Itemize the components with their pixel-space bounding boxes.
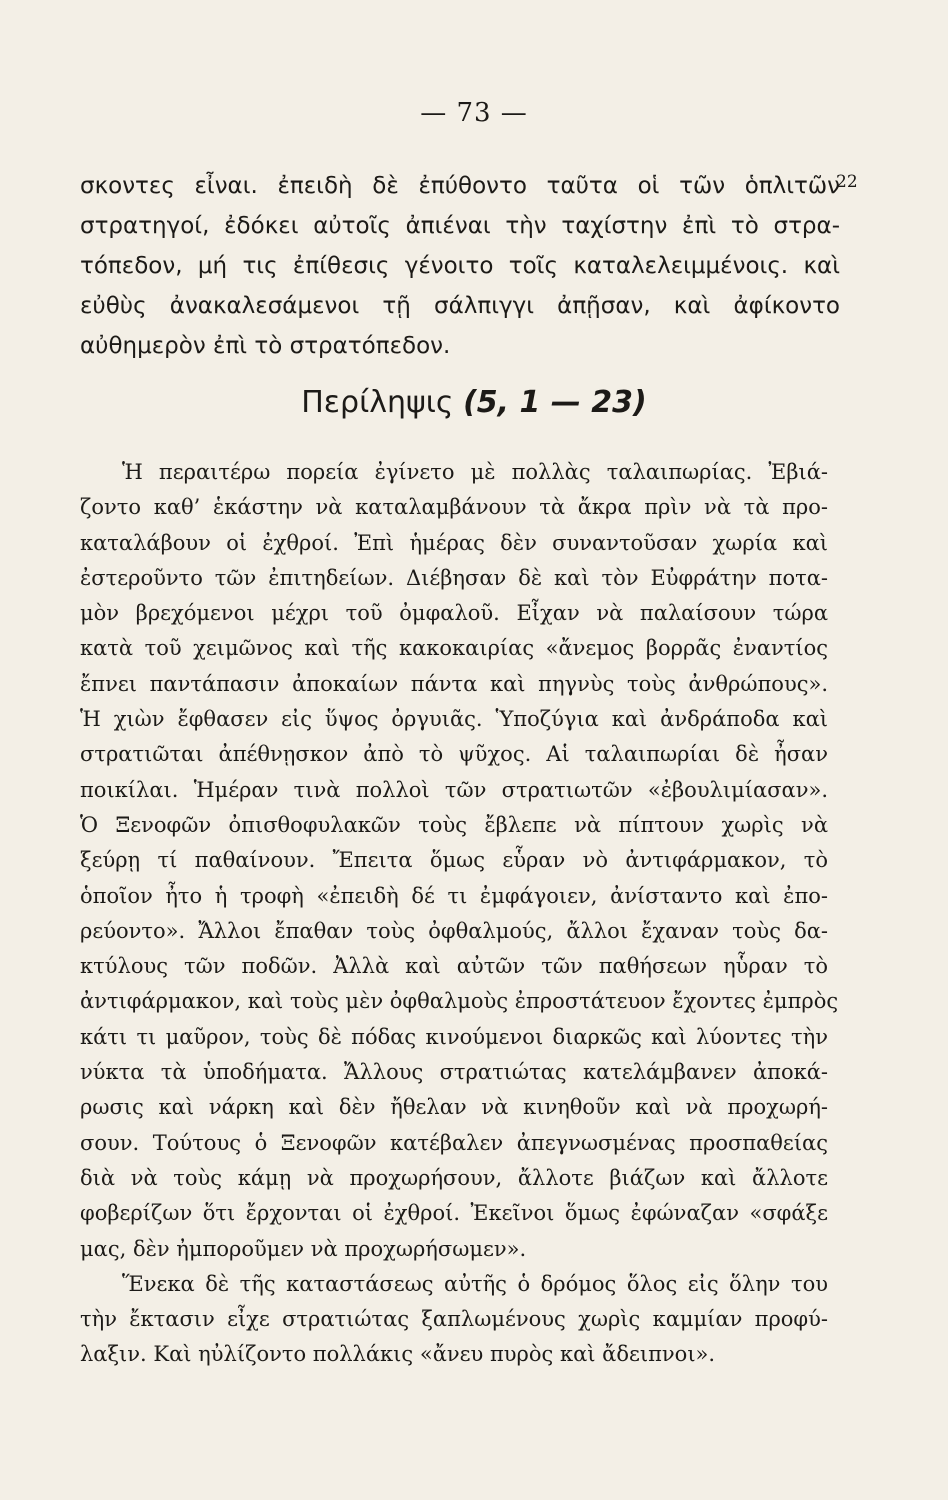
summary-text-line: φοβερίζων ὅτι ἔρχονται οἱ ἐχθροί. Ἐκεῖνοι ὅμως ἐφώναζαν «σφάξε: [80, 1201, 828, 1226]
summary-text-line: ἐστεροῦντο τῶν ἐπιτηδείων. Διέβησαν δὲ καὶ τὸν Εὐφράτην ποτα-: [80, 565, 828, 590]
summary-text-line: ρωσις καὶ νάρκη καὶ δὲν ἤθελαν νὰ κινηθοῦν καὶ νὰ προχωρή-: [80, 1095, 828, 1120]
summary-text-line: ὁποῖον ἦτο ἡ τροφὴ «ἐπειδὴ δέ τι ἐμφάγοιεν, ἀνίσταντο καὶ ἐπο-: [80, 883, 828, 908]
summary-text-line: μας, δὲν ἠμποροῦμεν νὰ προχωρήσωμεν».: [80, 1236, 527, 1261]
summary-text-line: ρεύοντο». Ἄλλοι ἔπαθαν τοὺς ὀφθαλμούς, ἄλλοι ἔχαναν τοὺς δα-: [80, 918, 828, 943]
summary-text-line: κατὰ τοῦ χειμῶνος καὶ τῆς κακοκαιρίας «ἄνεμος βορρᾶς ἐναντίος: [80, 636, 828, 661]
summary-text-line: ζοντο καθ’ ἑκάστην νὰ καταλαμβάνουν τὰ ἄκρα πρὶν νὰ τὰ προ-: [80, 495, 828, 520]
ancient-text-line: εὐθὺς ἀνακαλεσάμενοι τῇ σάλπιγγι ἀπῇσαν, καὶ ἀφίκοντο: [80, 293, 840, 319]
summary-text-line: κάτι τι μαῦρον, τοὺς δὲ πόδας κινούμενοι διαρκῶς καὶ λύοντες τὴν: [80, 1024, 828, 1049]
summary-text-line: Ὁ Ξενοφῶν ὀπισθοφυλακῶν τοὺς ἔβλεπε νὰ πίπτουν χωρὶς νὰ: [80, 812, 828, 837]
section-heading: [0, 385, 948, 420]
summary-text-line: νύκτα τὰ ὑποδήματα. Ἄλλους στρατιώτας κατελάμβανεν ἀποκά-: [80, 1060, 828, 1085]
summary-text-line: καταλάβουν οἱ ἐχθροί. Ἐπὶ ἡμέρας δὲν συναντοῦσαν χωρία καὶ: [80, 530, 828, 555]
summary-text-line: Ἡ περαιτέρω πορεία ἐγίνετο μὲ πολλὰς ταλαιπωρίας. Ἐβιά-: [122, 460, 828, 484]
ancient-greek-passage: [80, 166, 840, 366]
line-number: 22: [836, 172, 858, 192]
summary-text-line: μὸν βρεχόμενοι μέχρι τοῦ ὀμφαλοῦ. Εἶχαν νὰ παλαίσουν τώρα: [80, 601, 828, 626]
page-number: — 73 —: [420, 98, 528, 128]
summary-text-line: Ἕνεκα δὲ τῆς καταστάσεως αὐτῆς ὁ δρόμος ὅλος εἰς ὅλην του: [122, 1271, 828, 1296]
summary-text-line: διὰ νὰ τοὺς κάμῃ νὰ προχωρήσουν, ἄλλοτε βιάζων καὶ ἄλλοτε: [80, 1165, 828, 1190]
heading-reference: (5, 1 — 23): [463, 385, 647, 420]
summary-text-line: ἔπνει παντάπασιν ἀποκαίων πάντα καὶ πηγνὺς τοὺς ἀνθρώπους».: [80, 671, 828, 696]
summary-text-line: τὴν ἔκτασιν εἶχε στρατιώτας ξαπλωμένους χωρὶς καμμίαν προφύ-: [80, 1307, 828, 1332]
ancient-text-line: σκοντες εἶναι. ἐπειδὴ δὲ ἐπύθοντο ταῦτα οἱ τῶν ὁπλιτῶν: [80, 173, 840, 199]
ancient-text-line: αὐθημερὸν ἐπὶ τὸ στρατόπεδον.: [80, 333, 451, 359]
summary-passage: [80, 455, 839, 1373]
ancient-text-line: στρατηγοί, ἐδόκει αὐτοῖς ἀπιέναι τὴν ταχίστην ἐπὶ τὸ στρα-: [80, 213, 840, 239]
heading-title: Περίληψις: [301, 385, 454, 420]
summary-text-line: ποικίλαι. Ἡμέραν τινὰ πολλοὶ τῶν στρατιωτῶν «ἐβουλιμίασαν».: [80, 777, 828, 802]
ancient-text-line: τόπεδον, μή τις ἐπίθεσις γένοιτο τοῖς καταλελειμμένοις. καὶ: [80, 253, 840, 279]
summary-text-line: λαξιν. Καὶ ηὐλίζοντο πολλάκις «ἄνευ πυρὸς καὶ ἄδειπνοι».: [80, 1342, 716, 1367]
summary-text-line: ἀντιφάρμακον, καὶ τοὺς μὲν ὀφθαλμοὺς ἐπροστάτευον ἔχοντες ἐμπρὸς: [80, 989, 839, 1014]
summary-text-line: κτύλους τῶν ποδῶν. Ἀλλὰ καὶ αὐτῶν τῶν παθήσεων ηὗραν τὸ: [80, 954, 828, 979]
summary-text-line: ξεύρῃ τί παθαίνουν. Ἔπειτα ὅμως εὗραν νὸ ἀντιφάρμακον, τὸ: [80, 848, 828, 873]
summary-text-line: στρατιῶται ἀπέθνῃσκον ἀπὸ τὸ ψῦχος. Αἱ ταλαιπωρίαι δὲ ἦσαν: [80, 742, 828, 767]
summary-text-line: σουν. Τούτους ὁ Ξενοφῶν κατέβαλεν ἀπεγνωσμένας προσπαθείας: [80, 1130, 828, 1155]
summary-text-line: Ἡ χιὼν ἔφθασεν εἰς ὕψος ὀργυιᾶς. Ὑποζύγια καὶ ἀνδράποδα καὶ: [80, 707, 828, 732]
